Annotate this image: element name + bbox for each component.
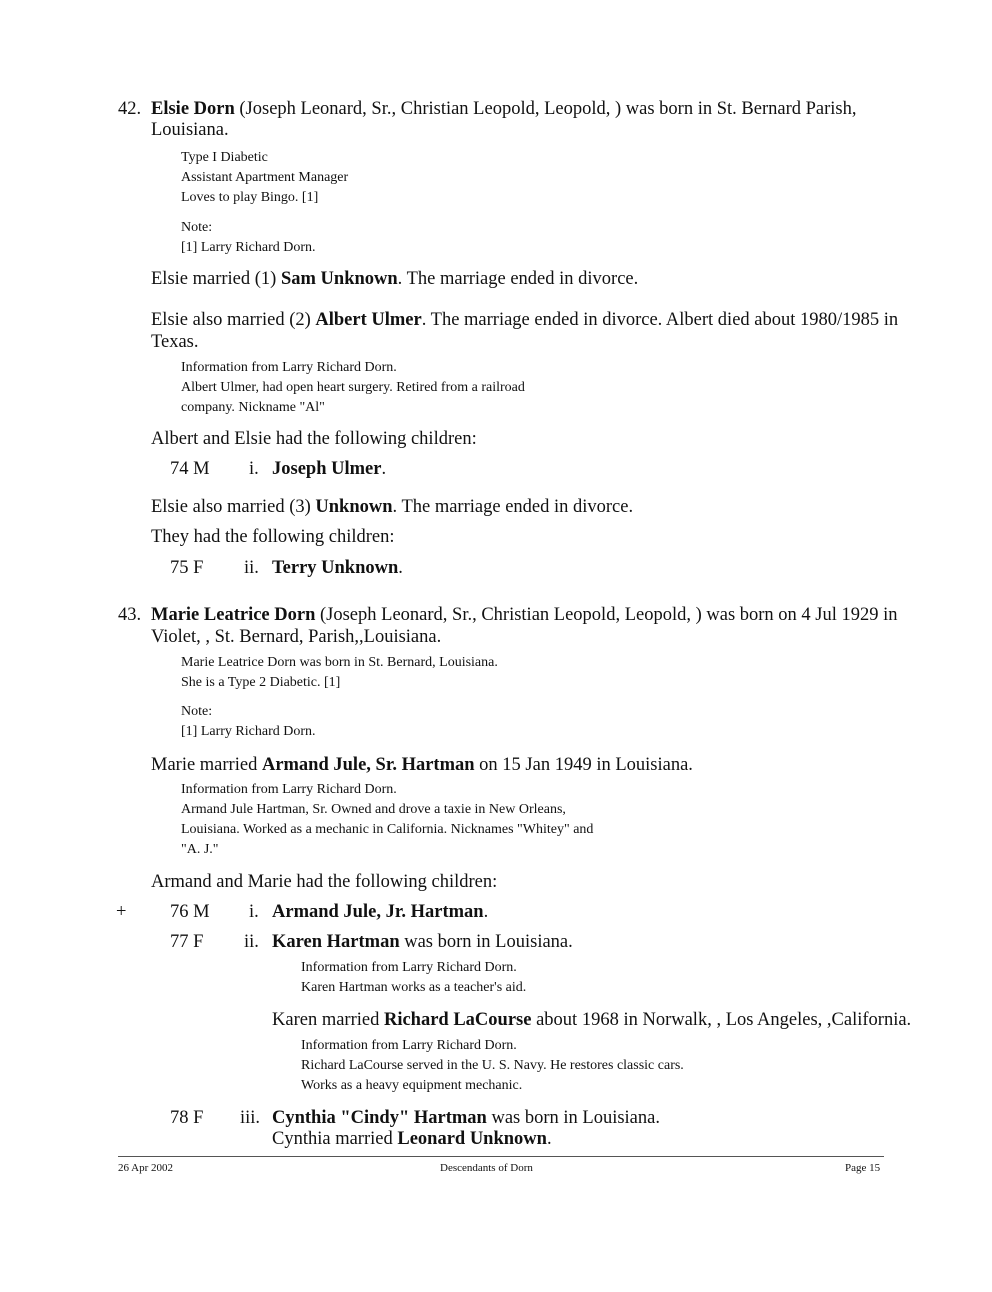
child-id: 74 M: [170, 459, 210, 479]
child-roman: ii.: [244, 932, 259, 952]
marriage-text: . The marriage ended in divorce.: [397, 269, 639, 289]
child-text: was born in Louisiana.: [486, 1108, 660, 1128]
marriage-3: [151, 496, 633, 518]
child-entry: [272, 458, 386, 480]
child-id: 78 F: [170, 1108, 204, 1128]
child-spouse-notes: [301, 1036, 684, 1096]
note-reference: [1] Larry Richard Dorn.: [181, 240, 316, 255]
marriage-text: Cynthia married: [272, 1129, 398, 1149]
note-line: Information from Larry Richard Dorn.: [181, 360, 397, 375]
marriage-text: Marie married: [151, 755, 262, 775]
child-id: 77 F: [170, 932, 204, 952]
note-line: She is a Type 2 Diabetic. [1]: [181, 675, 341, 690]
child-name: Cynthia "Cindy" Hartman: [272, 1108, 487, 1128]
child-text: .: [381, 459, 387, 479]
child-name: Armand Jule, Jr. Hartman: [272, 902, 484, 922]
entry-43-number: 43.: [118, 605, 142, 625]
marriage-text: on 15 Jan 1949 in Louisiana.: [474, 755, 693, 775]
person-name: Elsie Dorn: [151, 99, 235, 119]
marriage-text: Elsie also married (2): [151, 310, 316, 330]
lineage-text: (Joseph Leonard, Sr., Christian Leopold, Leopold, ) was born in St. Bernard Parish,: [234, 99, 857, 119]
note-line: Works as a heavy equipment mechanic.: [301, 1078, 523, 1093]
marriage-text: Elsie married (1): [151, 269, 281, 289]
spouse-name: Sam Unknown: [280, 269, 398, 289]
child-marriage: [272, 1128, 552, 1150]
child-id: 76 M: [170, 902, 210, 922]
footer-date: 26 Apr 2002: [118, 1162, 173, 1174]
entry-42-notes: [181, 148, 348, 208]
note-line: Albert Ulmer, had open heart surgery. Retired from a railroad: [181, 380, 525, 395]
child-roman: iii.: [240, 1108, 261, 1128]
note-line: Information from Larry Richard Dorn.: [181, 782, 397, 797]
note-line: "A. J.": [181, 842, 219, 857]
marriage-text: .: [546, 1129, 552, 1149]
child-entry: [272, 931, 573, 953]
entry-43-heading: [151, 604, 898, 626]
child-roman: i.: [249, 902, 259, 922]
child-marriage: [272, 1009, 911, 1031]
entry-43-notes: [181, 653, 498, 693]
has-descendants-marker: +: [116, 902, 127, 922]
child-notes: [301, 958, 526, 998]
entry-42-heading: [151, 98, 856, 120]
spouse-notes: [181, 780, 593, 860]
lineage-text: (Joseph Leonard, Sr., Christian Leopold, Leopold, ) was born on 4 Jul 1929 in: [315, 605, 898, 625]
note-line: Type I Diabetic: [181, 150, 268, 165]
footer-title: Descendants of Dorn: [440, 1162, 533, 1174]
child-id: 75 F: [170, 558, 204, 578]
note-line: company. Nickname "Al": [181, 400, 325, 415]
entry-42-heading-cont: Louisiana.: [151, 120, 229, 140]
children-heading: Armand and Marie had the following children:: [151, 872, 498, 892]
spouse-notes: [181, 358, 525, 418]
child-entry: [272, 557, 403, 579]
child-roman: i.: [249, 459, 259, 479]
note-line: Armand Jule Hartman, Sr. Owned and drove a taxie in New Orleans,: [181, 802, 566, 817]
footer-rule: [118, 1156, 884, 1157]
child-text: .: [398, 558, 403, 578]
note-line: Karen Hartman works as a teacher's aid.: [301, 980, 527, 995]
child-name: Terry Unknown: [272, 558, 399, 578]
note-line: Richard LaCourse served in the U. S. Navy. He restores classic cars.: [301, 1058, 684, 1073]
child-name: Joseph Ulmer: [272, 459, 382, 479]
marriage-text: . The marriage ended in divorce.: [392, 497, 634, 517]
child-text: was born in Louisiana.: [399, 932, 573, 952]
spouse-name: Unknown: [315, 497, 393, 517]
note-line: Marie Leatrice Dorn was born in St. Bernard, Louisiana.: [181, 655, 498, 670]
spouse-name: Richard LaCourse: [383, 1010, 532, 1030]
child-entry: [272, 1107, 660, 1129]
marriage: [151, 754, 693, 776]
entry-42-number: 42.: [118, 99, 142, 119]
marriage-2: [151, 309, 898, 331]
entry-43-heading-cont: Violet, , St. Bernard, Parish,,Louisiana.: [151, 627, 442, 647]
children-heading: Albert and Elsie had the following children:: [151, 429, 477, 449]
child-text: .: [483, 902, 489, 922]
marriage-1: [151, 268, 638, 290]
note-line: Information from Larry Richard Dorn.: [301, 1038, 517, 1053]
note-line: Louisiana. Worked as a mechanic in California. Nicknames "Whitey" and: [181, 822, 594, 837]
marriage-text: about 1968 in Norwalk, , Los Angeles, ,California.: [531, 1010, 912, 1030]
note-reference: [1] Larry Richard Dorn.: [181, 724, 316, 739]
spouse-name: Leonard Unknown: [397, 1129, 547, 1149]
child-entry: [272, 901, 488, 923]
note-line: Information from Larry Richard Dorn.: [301, 960, 517, 975]
spouse-name: Albert Ulmer: [315, 310, 422, 330]
note-line: Loves to play Bingo. [1]: [181, 190, 319, 205]
child-roman: ii.: [244, 558, 259, 578]
child-name: Karen Hartman: [272, 932, 400, 952]
note-line: Assistant Apartment Manager: [181, 170, 349, 185]
note-label: Note:: [181, 220, 213, 235]
spouse-name: Armand Jule, Sr. Hartman: [261, 755, 475, 775]
marriage-text: Elsie also married (3): [151, 497, 316, 517]
children-heading: They had the following children:: [151, 527, 395, 547]
marriage-2-cont: Texas.: [151, 332, 199, 352]
marriage-text: . The marriage ended in divorce. Albert died about 1980/1985 in: [421, 310, 899, 330]
note-label: Note:: [181, 704, 213, 719]
person-name: Marie Leatrice Dorn: [151, 605, 316, 625]
footer-page-number: Page 15: [845, 1162, 881, 1174]
marriage-text: Karen married: [272, 1010, 384, 1030]
